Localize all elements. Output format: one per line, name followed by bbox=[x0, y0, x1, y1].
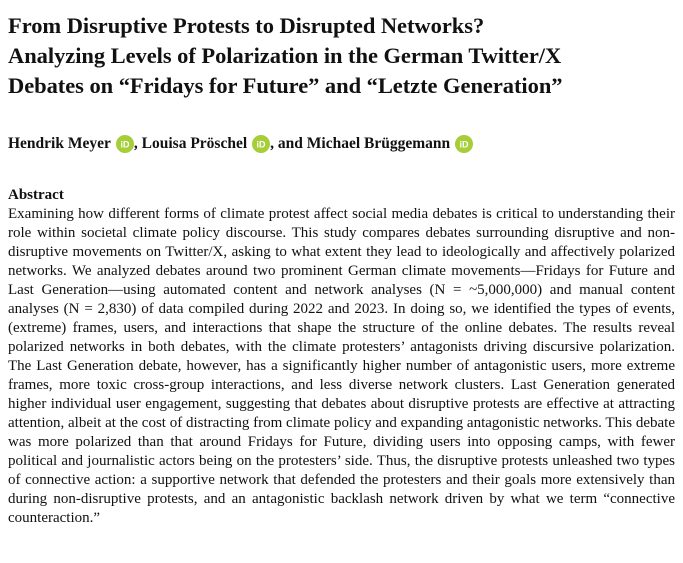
svg-text:iD: iD bbox=[120, 139, 130, 150]
author-name[interactable]: Louisa Pröschel bbox=[141, 135, 248, 152]
author-name[interactable]: Hendrik Meyer bbox=[8, 135, 111, 152]
abstract-heading: Abstract bbox=[8, 187, 64, 203]
author-separator: , and bbox=[270, 135, 307, 152]
article-title bbox=[8, 11, 678, 101]
author-list bbox=[8, 133, 678, 155]
title-line-1: From Disruptive Protests to Disrupted Networks? bbox=[8, 13, 485, 38]
author-separator: , bbox=[133, 135, 142, 152]
svg-text:iD: iD bbox=[459, 139, 469, 150]
abstract-text: Examining how different forms of climate protest affect social media debates is critical to understanding their role within societal climate policy discourse. This study compares debates surrounding disruptive and non-disruptive movements on Twitter/X, asking to what extent they lead to ideologically and affectively polarized networks. We analyzed debates around two prominent German climate movements—Fridays for Future and Last Generation—using automated content and network analyses (N = ~5,000,000) and manual content analyses (N = 2,830) of data compiled during 2022 and 2023. In doing so, we identified the types of events, (extreme) frames, users, and interactions that shape the structure of the online debates. The results reveal polarized networks in both debates, with the climate protesters’ antagonists driving discursive polarization. The Last Generation debate, however, has a significantly higher number of antagonistic users, more extreme frames, more toxic cross-group interactions, and less diverse network clusters. Last Generation generated higher individual user engagement, suggesting that debates about disruptive protests are effective at attracting attention, albeit at the cost of distracting from climate policy and expanding antagonistic networks. This debate was more polarized than that around Fridays for Future, dividing users into opposing camps, with fewer political and journalistic actors being on the protesters’ side. Thus, the disruptive protests unleashed two types of connective action: a supportive network that defended the protesters and their goals more extensively than during non-disruptive protests, and an antagonistic backlash network driven by what we term “connective counteraction.” bbox=[8, 206, 675, 526]
title-line-3: Debates on “Fridays for Future” and “Letzte Generation” bbox=[8, 73, 563, 98]
orcid-icon[interactable] bbox=[455, 135, 473, 153]
author-name[interactable]: Michael Brüggemann bbox=[306, 135, 451, 152]
orcid-icon[interactable] bbox=[116, 135, 134, 153]
title-line-2: Analyzing Levels of Polarization in the German Twitter/X bbox=[8, 43, 562, 68]
svg-text:iD: iD bbox=[256, 139, 266, 150]
orcid-icon[interactable] bbox=[252, 135, 270, 153]
